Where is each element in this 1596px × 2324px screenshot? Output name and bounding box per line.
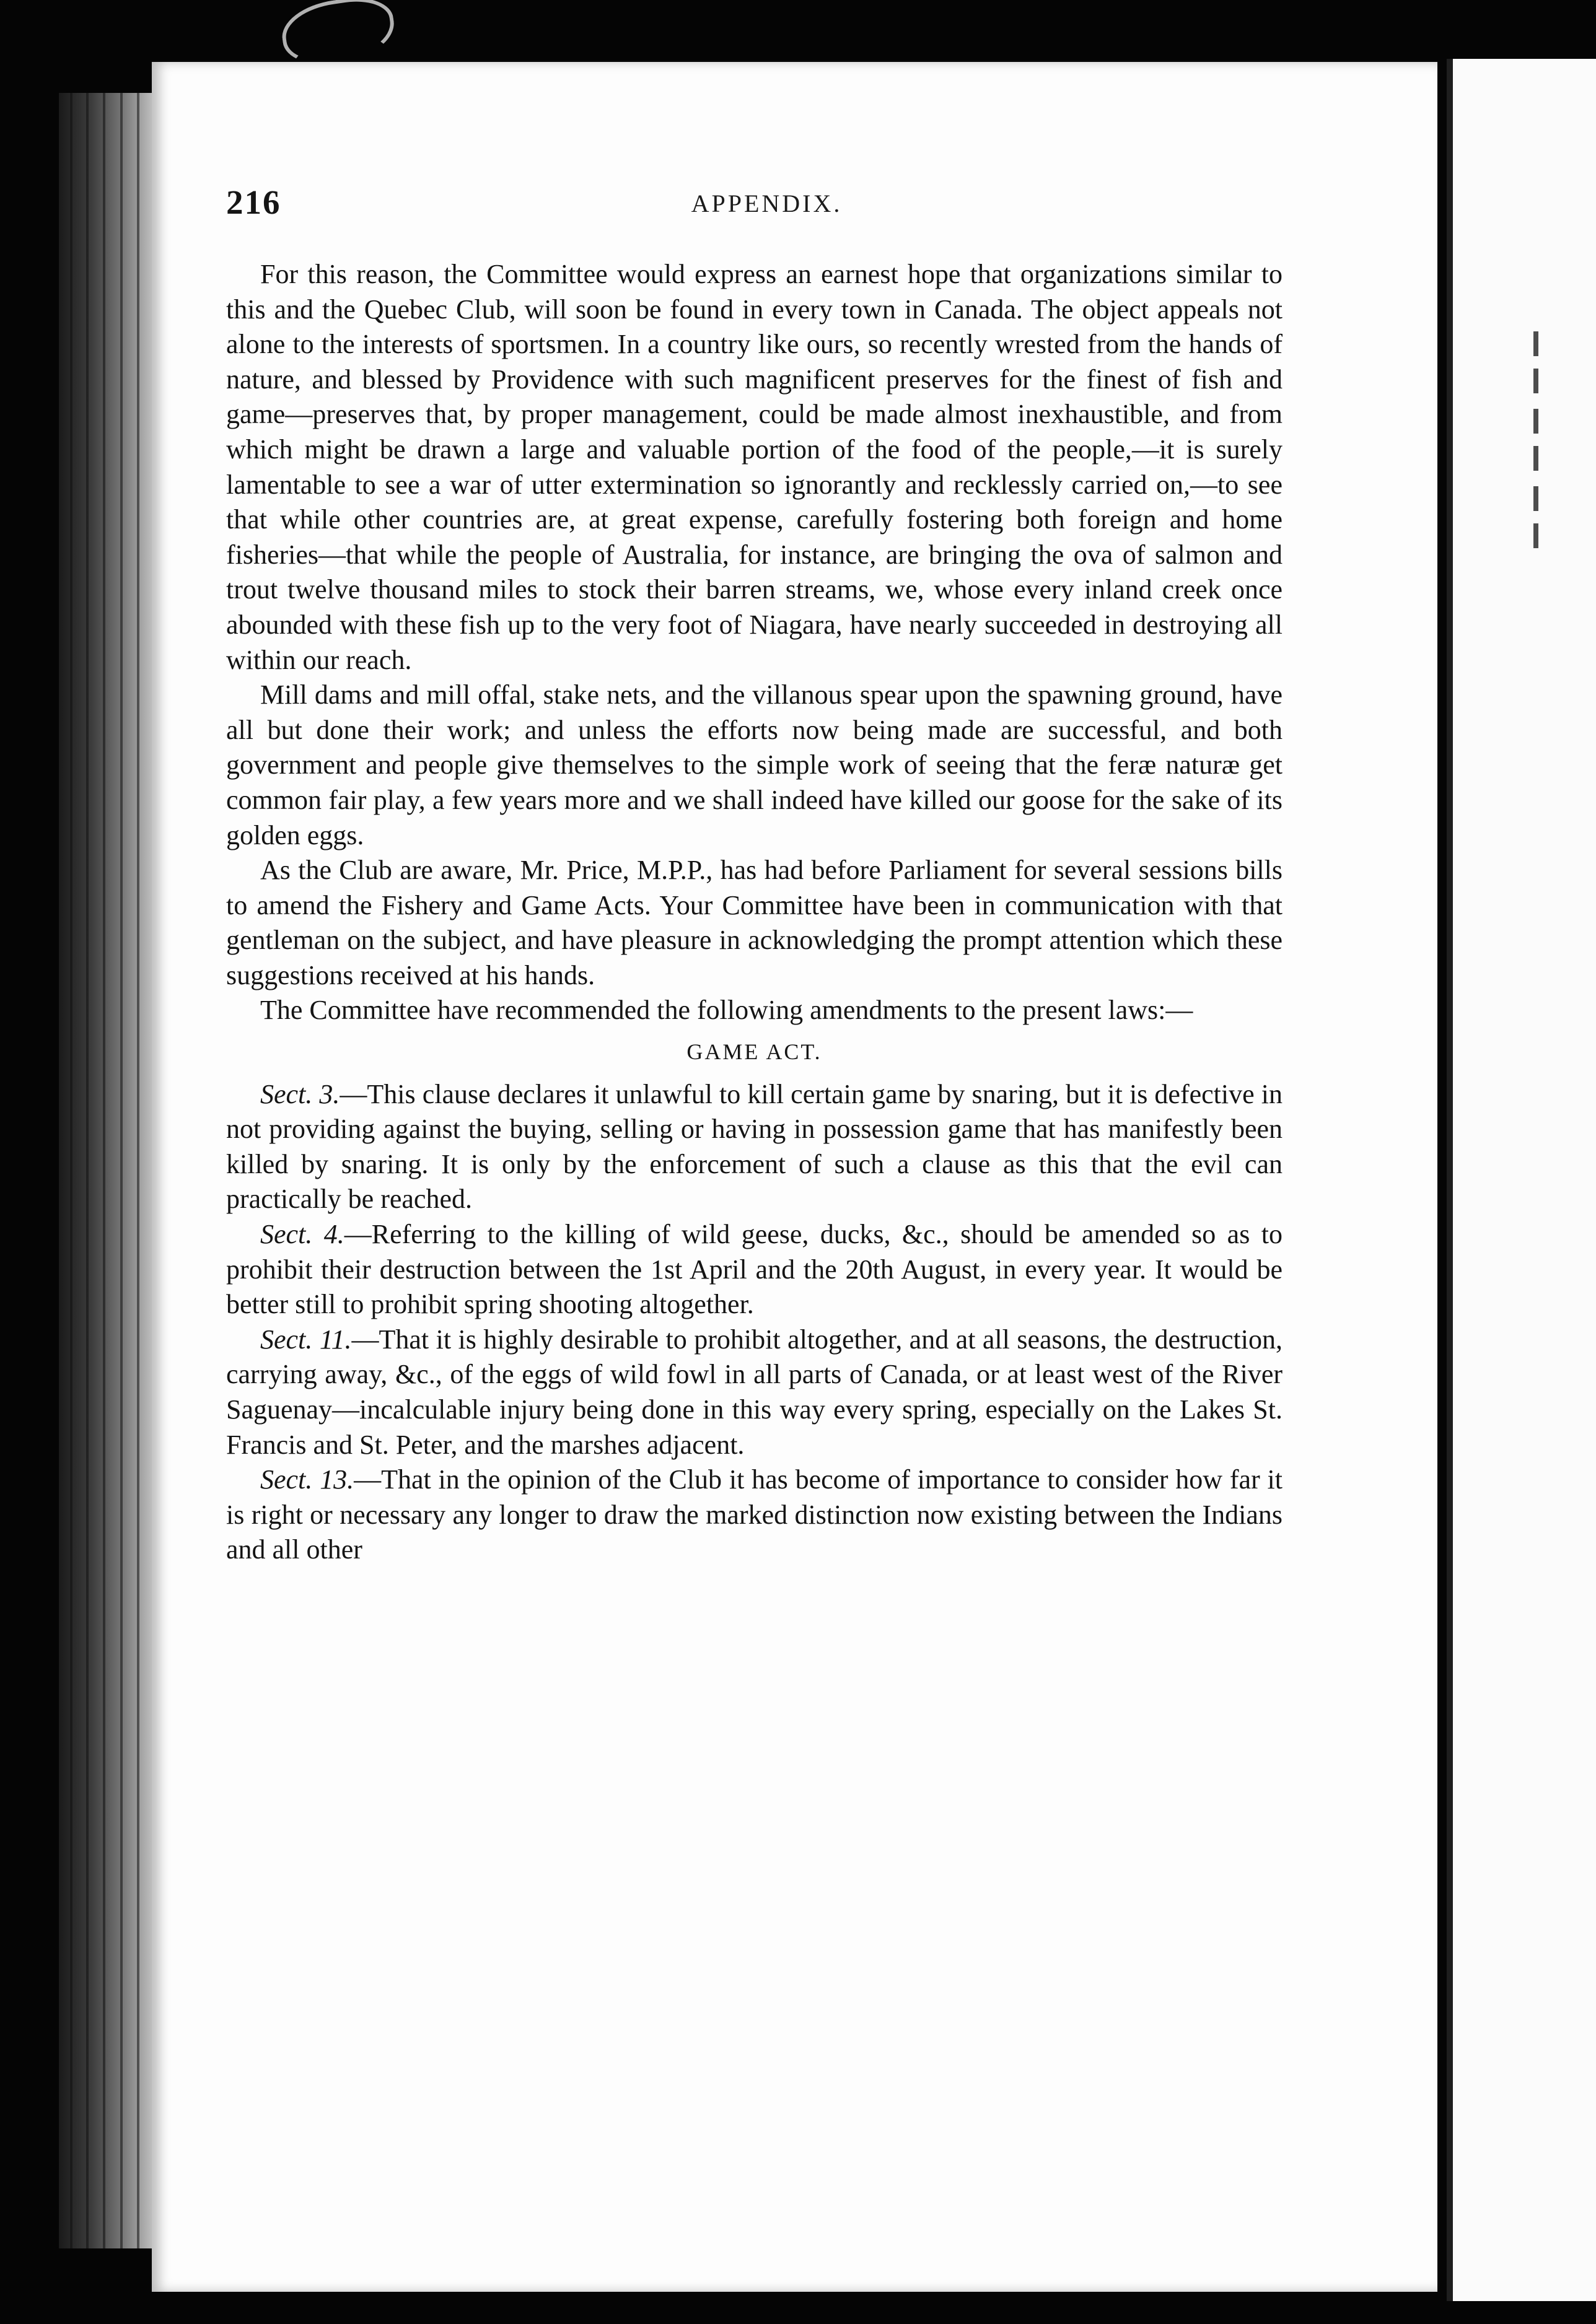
section-clause: [226, 1322, 1282, 1462]
running-head: APPENDIX.: [691, 190, 843, 217]
page-header: [226, 183, 1307, 226]
section-text: —Referring to the killing of wild geese, ducks, &c., should be amended so as to prohibit their destruction between the 1st April and the 20th August, in every year. It would be better still to prohibit spring shooting altogether.: [226, 1219, 1282, 1320]
section-clause: [226, 1462, 1282, 1568]
section-label: Sect. 4.: [260, 1219, 344, 1250]
facing-page-edge: [1447, 59, 1596, 2301]
section-label: Sect. 3.: [260, 1078, 340, 1109]
paragraph: The Committee have recommended the following amendments to the present laws:—: [260, 995, 1193, 1026]
margin-scribble-mark: [278, 0, 398, 71]
section-text: —This clause declares it unlawful to kill certain game by snaring, but it is defective in not providing against the buying, selling or having in possession game that has manifestly been killed by snaring. It is only by the enforcement of such a clause as this that the evil can practically be reached.: [226, 1078, 1282, 1215]
paragraph: For this reason, the Committee would express an earnest hope that organizations similar to this and the Quebec Club, will soon be found in every town in Canada. The object appeals not alone to the interests of sportsmen. In a country like ours, so recently wrested from the hands of nature, and blessed by Providence with such magnificent preserves for the finest of fish and game—preserves that, by proper management, could be made almost inexhaustible, and from which might be drawn a large and valuable portion of the food of the people,—it is surely lamentable to see a war of utter extermination so ignorantly and recklessly carried on,—to see that while other countries are, at great expense, carefully fostering both foreign and home fisheries—that while the people of Australia, for instance, are bringing the ova of salmon and trout twelve thousand miles to stock their barren streams, we, whose every inland creek once abounded with these fish up to the very foot of Niagara, have nearly succeeded in destroying all within our reach.: [226, 259, 1282, 675]
section-label: Sect. 13.: [260, 1464, 354, 1495]
section-clause: [226, 1077, 1282, 1217]
page-number: 216: [226, 183, 281, 221]
paragraph: Mill dams and mill offal, stake nets, and the villanous spear upon the spawning ground, have all but done their work; and unless the efforts now being made are successful, and both government and people give themselves to the simple work of seeing that the feræ naturæ get common fair play, a few years more and we shall indeed have killed our goose for the sake of its golden eggs.: [226, 679, 1282, 850]
body-text: [226, 257, 1282, 1568]
section-clause: [226, 1217, 1282, 1322]
paragraph: As the Club are aware, Mr. Price, M.P.P., has had before Parliament for several sessions bills to amend the Fishery and Game Acts. Your Committee have been in communication with that gentleman on the subject, and have pleasure in acknowledging the prompt attention which these suggestions received at his hands.: [226, 855, 1282, 990]
section-text: —That in the opinion of the Club it has become of importance to consider how far it is right or necessary any longer to draw the marked distinction now existing between the Indians and all other: [226, 1464, 1282, 1565]
section-text: —That it is highly desirable to prohibit altogether, and at all seasons, the destruction, carrying away, &c., of the eggs of wild fowl in all parts of Canada, or at least west of the River Saguenay—incalculable injury being done in this way every spring, especially on the Lakes St. Francis and St. Peter, and the marshes adjacent.: [226, 1324, 1282, 1460]
section-label: Sect. 11.: [260, 1324, 352, 1355]
book-spine-gutter: [59, 93, 152, 2248]
section-heading: GAME ACT.: [686, 1039, 822, 1065]
